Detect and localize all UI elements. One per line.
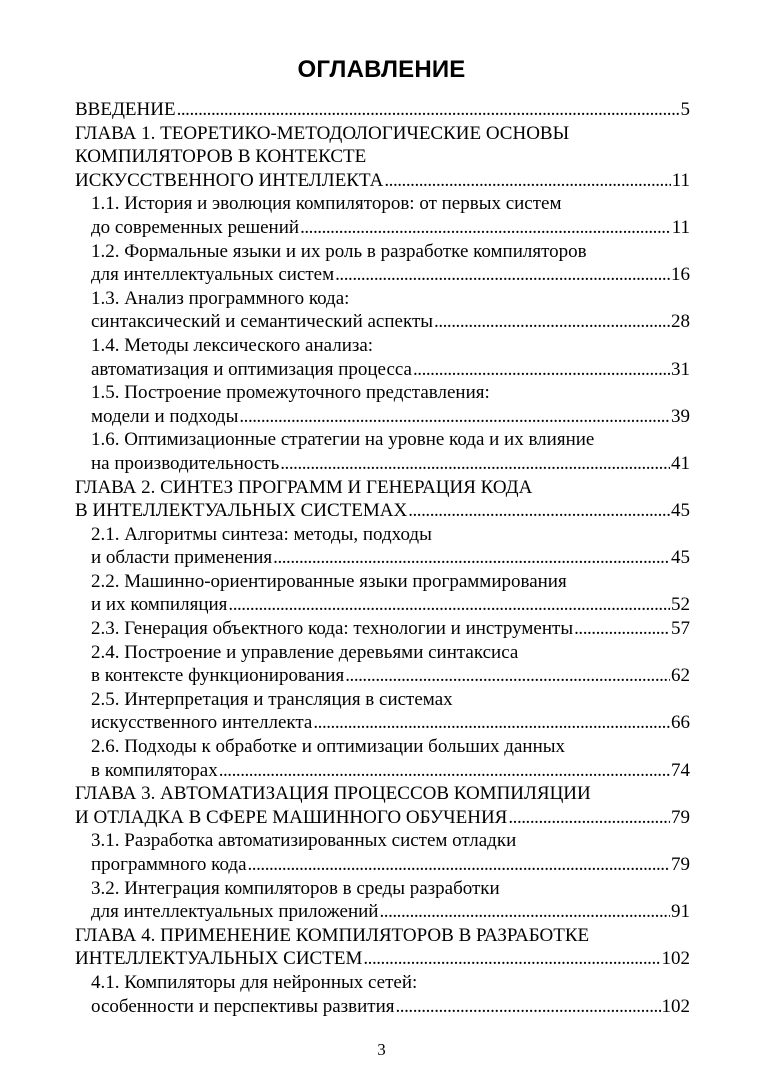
toc-page-number: 66: [671, 712, 690, 734]
toc-entry-line-with-page: [75, 617, 690, 641]
toc-entry-line-with-page: [75, 593, 690, 617]
toc-entry-title: 2.5. Интерпретация и трансляция в системах: [91, 688, 453, 710]
toc-page-number: 62: [671, 665, 690, 687]
toc-entry-title: 3.2. Интеграция компиляторов в среды разработки: [91, 877, 500, 899]
toc-section-entry: [75, 428, 690, 475]
dot-leader: [396, 995, 661, 1019]
toc-chapter-entry: [75, 782, 690, 829]
toc-entry-title: 1.4. Методы лексического анализа:: [91, 334, 374, 356]
dot-leader: [300, 216, 671, 240]
toc-page-number: 5: [680, 99, 690, 120]
toc-section-entry: [75, 381, 690, 428]
toc-entry-line-with-page: [75, 98, 690, 122]
dot-leader: [228, 593, 670, 617]
toc-entry-title: 1.2. Формальные языки и их роль в разработке компиляторов: [91, 240, 587, 262]
toc-page-number: 74: [671, 759, 690, 781]
table-of-contents: [75, 98, 690, 1018]
toc-page-number: 39: [671, 405, 690, 427]
dot-leader: [313, 711, 670, 735]
toc-entry-title: программного кода: [91, 854, 247, 875]
toc-entry-line-with-page: [75, 806, 690, 830]
dot-leader: [280, 452, 670, 476]
toc-entry-title: и области применения: [91, 547, 273, 569]
toc-entry-line-with-page: [75, 995, 690, 1019]
toc-entry-line-with-page: [75, 759, 690, 783]
toc-entry-title: ВВЕДЕНИЕ: [75, 99, 176, 120]
toc-entry-title: В ИНТЕЛЛЕКТУАЛЬНЫХ СИСТЕМАХ: [75, 500, 408, 522]
dot-leader: [379, 900, 670, 924]
toc-entry-line-with-page: [75, 358, 690, 382]
toc-section-entry: [75, 523, 690, 570]
toc-page-number: 28: [671, 311, 690, 333]
toc-entry-line-with-page: [75, 263, 690, 287]
dot-leader: [434, 310, 670, 334]
toc-entry-line-with-page: [75, 405, 690, 429]
toc-section-entry: [75, 617, 690, 641]
toc-page-number: 11: [671, 169, 690, 191]
toc-entry-line-with-page: [75, 900, 690, 924]
toc-entry-line-with-page: [75, 711, 690, 735]
toc-entry-title: до современных решений: [91, 216, 300, 238]
dot-leader: [408, 499, 670, 523]
toc-entry-title: ГЛАВА 1. ТЕОРЕТИКО-МЕТОДОЛОГИЧЕСКИЕ ОСНОВЫ: [75, 122, 570, 144]
toc-page-number: 45: [671, 500, 690, 522]
toc-entry-title: ИСКУССТВЕННОГО ИНТЕЛЛЕКТА: [75, 169, 384, 191]
toc-entry-title: 1.6. Оптимизационные стратегии на уровне кода и их влияние: [91, 429, 595, 451]
toc-entry-title: для интеллектуальных систем: [91, 264, 335, 286]
toc-page-number: 102: [661, 948, 690, 970]
toc-entry-title: 3.1. Разработка автоматизированных систем отладки: [91, 830, 517, 852]
toc-chapter-entry: [75, 98, 690, 122]
toc-chapter-entry: [75, 476, 690, 523]
toc-page-number: 79: [671, 854, 690, 875]
toc-entry-line-with-page: [75, 452, 690, 476]
toc-entry-title: в контексте функционирования: [91, 665, 345, 687]
toc-page-number: 79: [671, 806, 690, 828]
toc-entry-title: синтаксический и семантический аспекты: [91, 311, 434, 333]
toc-entry-title: 1.5. Построение промежуточного представления:: [91, 382, 490, 404]
toc-entry-title: 1.3. Анализ программного кода:: [91, 287, 350, 309]
toc-entry-title: на производительность: [91, 452, 280, 474]
toc-entry-title: в компиляторах: [91, 759, 218, 781]
toc-page-number: 52: [671, 594, 690, 616]
toc-entry-title: для интеллектуальных приложений: [91, 901, 379, 923]
toc-section-entry: [75, 240, 690, 287]
toc-entry-title: 2.3. Генерация объектного кода: технологии и инструменты: [91, 618, 574, 640]
dot-leader: [273, 546, 670, 570]
toc-entry-title: КОМПИЛЯТОРОВ В КОНТЕКСТЕ: [75, 146, 367, 168]
toc-page-number: 16: [671, 264, 690, 286]
toc-entry-title: 4.1. Компиляторы для нейронных сетей:: [91, 971, 418, 993]
dot-leader: [248, 853, 671, 877]
toc-entry-line-with-page: [75, 310, 690, 334]
toc-page-number: 45: [671, 547, 690, 569]
page-number: 3: [377, 1040, 386, 1059]
toc-entry-title: ГЛАВА 4. ПРИМЕНЕНИЕ КОМПИЛЯТОРОВ В РАЗРАБОТКЕ: [75, 924, 590, 946]
toc-entry-title: И ОТЛАДКА В СФЕРЕ МАШИННОГО ОБУЧЕНИЯ: [75, 806, 508, 828]
page-title: ОГЛАВЛЕНИЕ: [297, 56, 466, 83]
toc-entry-title: 2.1. Алгоритмы синтеза: методы, подходы: [91, 523, 432, 545]
toc-entry-title: 2.6. Подходы к обработке и оптимизации больших данных: [91, 736, 565, 758]
toc-entry-title: 2.2. Машинно-ориентированные языки программирования: [91, 570, 567, 592]
toc-entry-title: 2.4. Построение и управление деревьями синтаксиса: [91, 641, 519, 663]
dot-leader: [335, 263, 670, 287]
dot-leader: [508, 806, 670, 830]
dot-leader: [384, 169, 670, 193]
toc-section-entry: [75, 688, 690, 735]
toc-section-entry: [75, 971, 690, 1018]
toc-entry-title: искусственного интеллекта: [91, 712, 313, 734]
toc-entry-title: ГЛАВА 2. СИНТЕЗ ПРОГРАММ И ГЕНЕРАЦИЯ КОДА: [75, 476, 533, 498]
toc-entry-line-with-page: [75, 664, 690, 688]
toc-page-number: 11: [671, 216, 690, 238]
toc-section-entry: [75, 570, 690, 617]
toc-entry-title: ГЛАВА 3. АВТОМАТИЗАЦИЯ ПРОЦЕССОВ КОМПИЛЯЦИИ: [75, 783, 591, 805]
toc-entry-line-with-page: [75, 546, 690, 570]
toc-entry-title: и их компиляция: [91, 594, 228, 616]
toc-entry-line-with-page: [75, 499, 690, 523]
toc-page-number: 102: [661, 995, 690, 1017]
toc-section-entry: [75, 735, 690, 782]
dot-leader: [239, 405, 670, 429]
dot-leader: [177, 98, 680, 122]
toc-entry-line-with-page: [75, 216, 690, 240]
toc-entry-line-with-page: [75, 169, 690, 193]
dot-leader: [413, 358, 670, 382]
toc-section-entry: [75, 877, 690, 924]
toc-section-entry: [75, 287, 690, 334]
toc-chapter-entry: [75, 122, 690, 193]
toc-entry-title: автоматизация и оптимизация процесса: [91, 358, 412, 380]
dot-leader: [574, 617, 670, 641]
toc-section-entry: [75, 334, 690, 381]
dot-leader: [345, 664, 670, 688]
toc-page-number: 31: [671, 358, 690, 380]
toc-page-number: 57: [671, 618, 690, 640]
toc-page-number: 91: [671, 901, 690, 923]
toc-page-number: 41: [671, 452, 690, 474]
toc-entry-title: особенности и перспективы развития: [91, 995, 395, 1017]
toc-entry-title: 1.1. История и эволюция компиляторов: от первых систем: [91, 193, 562, 215]
dot-leader: [219, 759, 670, 783]
toc-entry-title: модели и подходы: [91, 405, 239, 427]
toc-section-entry: [75, 192, 690, 239]
toc-section-entry: [75, 641, 690, 688]
dot-leader: [363, 947, 660, 971]
toc-section-entry: [75, 829, 690, 876]
toc-entry-title: ИНТЕЛЛЕКТУАЛЬНЫХ СИСТЕМ: [75, 948, 363, 970]
toc-entry-line-with-page: [75, 947, 690, 971]
toc-entry-line-with-page: [75, 853, 690, 877]
toc-chapter-entry: [75, 924, 690, 971]
